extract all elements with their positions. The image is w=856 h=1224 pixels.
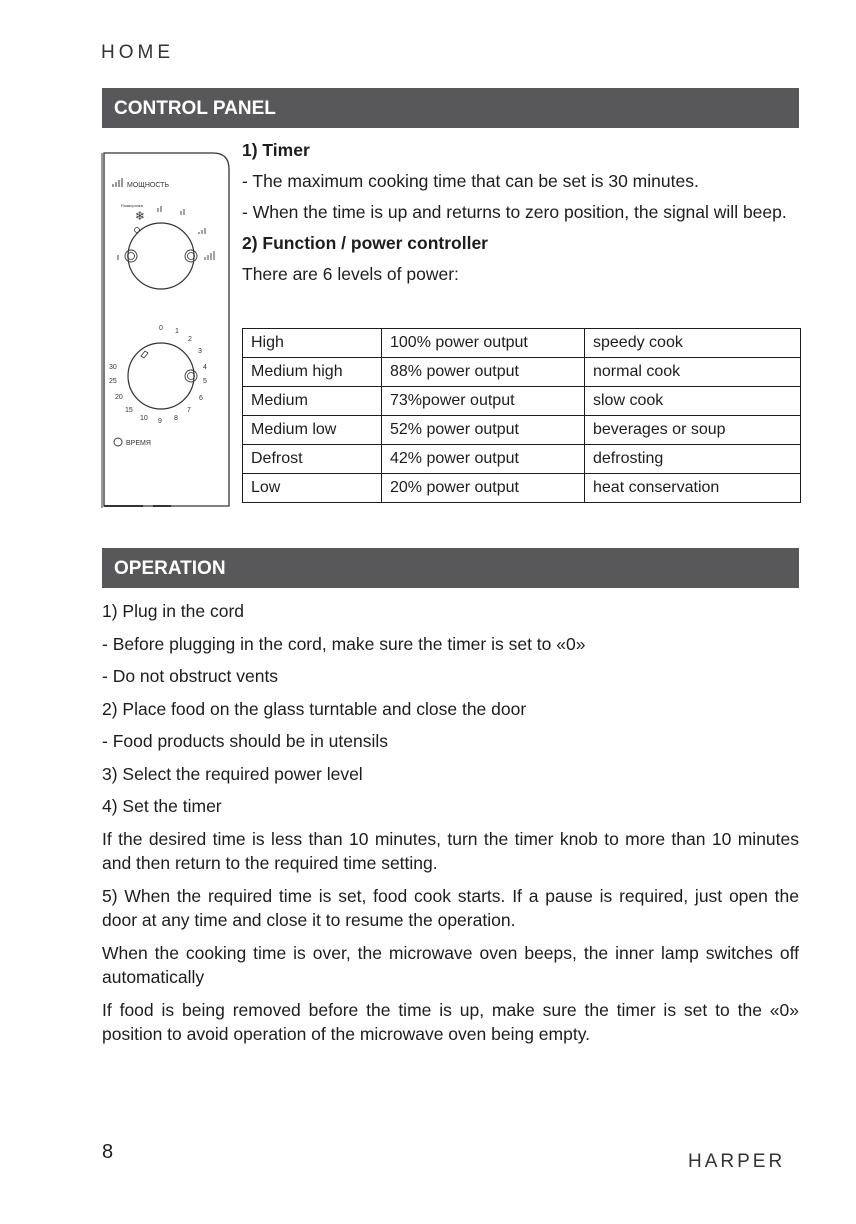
- power-usage: normal cook: [585, 358, 801, 387]
- timer-mark: 6: [199, 395, 203, 402]
- power-level-name: Medium high: [243, 358, 382, 387]
- list-item: If the desired time is less than 10 minutes, turn the timer knob to more than 10 minutes and then return to the required time setting.: [102, 828, 799, 873]
- table-row: [243, 358, 801, 387]
- timer-mark: 2: [188, 336, 192, 343]
- list-item: If food is being removed before the time is up, make sure the timer is set to the «0» position to avoid operation of the microwave oven being empty.: [102, 999, 799, 1044]
- timer-mark: 15: [125, 407, 133, 414]
- control-panel-illustration: [101, 150, 231, 510]
- power-level-name: Defrost: [243, 445, 382, 474]
- list-item: 2) Place food on the glass turntable and close the door: [102, 698, 527, 719]
- clock-icon: [114, 438, 122, 446]
- timer-scale: [109, 325, 207, 425]
- list-item: - Food products should be in utensils: [102, 731, 388, 751]
- harper-logo: [688, 1146, 800, 1174]
- operation-steps: [102, 599, 799, 1055]
- power-output: 20% power output: [382, 474, 585, 503]
- timer-signal: - When the time is up and returns to zero position, the signal will beep.: [242, 202, 787, 222]
- timer-mark: 3: [198, 348, 202, 355]
- time-label: ВРЕМЯ: [126, 440, 151, 447]
- list-item: 4) Set the timer: [102, 796, 222, 816]
- timer-mark: 30: [109, 364, 117, 371]
- list-item: 1) Plug in the cord: [102, 601, 245, 621]
- power-bars-icon: [113, 178, 122, 187]
- power-usage: speedy cook: [585, 329, 801, 358]
- timer-mark: 7: [187, 407, 191, 414]
- control-panel-section-title: CONTROL PANEL: [102, 88, 799, 128]
- power-output: 52% power output: [382, 416, 585, 445]
- list-item: 5) When the required time is set, food cook starts. If a pause is required, just open the door at any time and close it to resume the operation.: [102, 885, 799, 930]
- power-level-name: High: [243, 329, 382, 358]
- power-output: 42% power output: [382, 445, 585, 474]
- harper-logo-text: HARPER: [688, 1151, 786, 1172]
- list-item: - Before plugging in the cord, make sure the timer is set to «0»: [102, 633, 586, 654]
- timer-knob: [128, 343, 197, 409]
- timer-mark: 1: [175, 328, 179, 335]
- timer-mark: 5: [203, 378, 207, 385]
- control-panel-description: [242, 138, 800, 293]
- timer-mark: 4: [203, 364, 207, 371]
- timer-heading: 1) Timer: [242, 140, 310, 160]
- function-heading: 2) Function / power controller: [242, 233, 488, 253]
- timer-mark: 20: [115, 394, 123, 401]
- power-level-name: Medium low: [243, 416, 382, 445]
- operation-section-title: OPERATION: [102, 548, 799, 588]
- list-item: 3) Select the required power level: [102, 763, 363, 784]
- page-number: 8: [102, 1141, 114, 1163]
- home-logo-text: HOME: [101, 42, 174, 63]
- defrost-label: Разморозка: [121, 203, 143, 208]
- levels-intro: There are 6 levels of power:: [242, 264, 459, 284]
- power-knob: [125, 223, 197, 289]
- table-row: [243, 474, 801, 503]
- table-row: [243, 329, 801, 358]
- power-level-marks: [118, 206, 214, 260]
- timer-max-time: - The maximum cooking time that can be set is 30 minutes.: [242, 171, 699, 191]
- power-usage: beverages or soup: [585, 416, 801, 445]
- power-level-name: Low: [243, 474, 382, 503]
- table-row: [243, 416, 801, 445]
- list-item: - Do not obstruct vents: [102, 666, 279, 686]
- power-usage: heat conservation: [585, 474, 801, 503]
- power-output: 73%power output: [382, 387, 585, 416]
- power-usage: defrosting: [585, 445, 801, 474]
- timer-mark: 8: [174, 415, 178, 422]
- table-row: [243, 445, 801, 474]
- timer-mark: 9: [158, 418, 162, 425]
- home-logo: [101, 42, 174, 64]
- power-output: 100% power output: [382, 329, 585, 358]
- power-output: 88% power output: [382, 358, 585, 387]
- timer-mark: 0: [159, 325, 163, 332]
- list-item: When the cooking time is over, the microwave oven beeps, the inner lamp switches off automatically: [102, 942, 799, 987]
- table-row: [243, 387, 801, 416]
- snowflake-icon: ❄: [135, 209, 146, 223]
- timer-mark: 25: [109, 378, 117, 385]
- power-level-name: Medium: [243, 387, 382, 416]
- power-usage: slow cook: [585, 387, 801, 416]
- power-levels-table: [242, 328, 801, 503]
- power-label: МОЩНОСТЬ: [127, 182, 170, 189]
- timer-mark: 10: [140, 415, 148, 422]
